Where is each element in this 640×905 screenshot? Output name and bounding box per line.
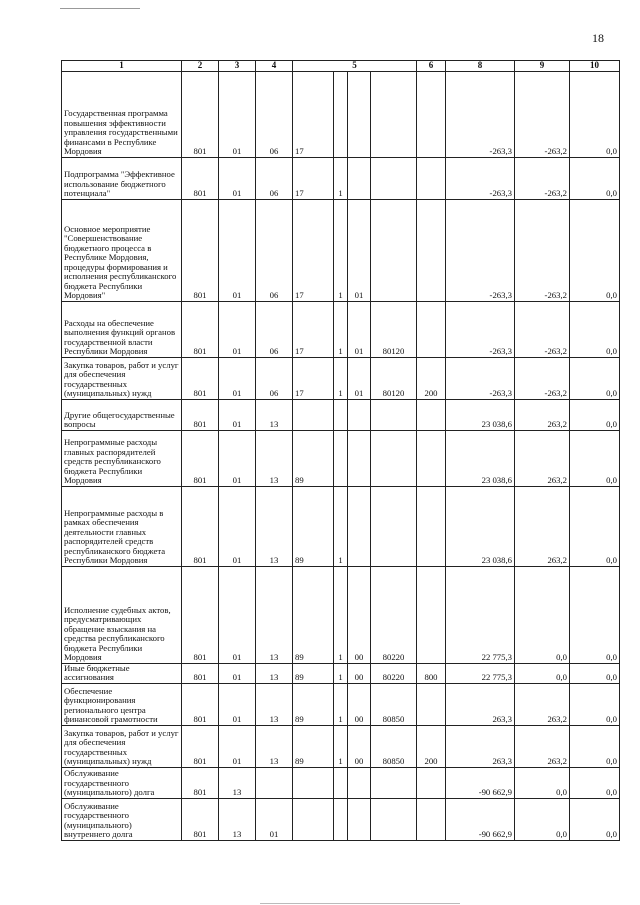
amount-col-9: 263,2	[515, 683, 570, 725]
amount-col-10: 0,0	[570, 301, 620, 357]
code-col-4: 13	[256, 683, 293, 725]
code-col-3: 01	[219, 663, 256, 683]
row-name: Обслуживание государственного (муниципального) внутреннего долга	[62, 798, 182, 840]
code-col-5-program: 89	[293, 566, 334, 663]
code-col-5-event	[348, 71, 371, 157]
amount-col-9: 263,2	[515, 430, 570, 486]
code-col-3: 01	[219, 199, 256, 301]
bottom-scan-line	[260, 903, 460, 904]
amount-col-8: -90 662,9	[446, 798, 515, 840]
row-name: Непрограммные расходы в рамках обеспечения деятельности главных распорядителей средств республиканского бюджета Республики Мордовия	[62, 486, 182, 566]
code-col-5-event	[348, 798, 371, 840]
table-row	[62, 767, 620, 798]
code-col-5-subprogram	[334, 71, 348, 157]
amount-col-10: 0,0	[570, 486, 620, 566]
code-col-3: 13	[219, 798, 256, 840]
amount-col-9: -263,2	[515, 199, 570, 301]
code-col-5-direction: 80120	[371, 301, 417, 357]
col-header-6: 6	[417, 61, 446, 72]
code-col-4: 06	[256, 199, 293, 301]
amount-col-8: -263,3	[446, 157, 515, 199]
code-col-6	[417, 399, 446, 430]
amount-col-9: 0,0	[515, 566, 570, 663]
code-col-5-direction: 80850	[371, 683, 417, 725]
table-row	[62, 566, 620, 663]
row-name: Непрограммные расходы главных распорядителей средств республиканского бюджета Республики Мордовия	[62, 430, 182, 486]
code-col-4: 06	[256, 357, 293, 399]
amount-col-8: -90 662,9	[446, 767, 515, 798]
code-col-3: 01	[219, 71, 256, 157]
code-col-5-event	[348, 767, 371, 798]
code-col-2: 801	[182, 725, 219, 767]
amount-col-9: -263,2	[515, 71, 570, 157]
code-col-5-program: 89	[293, 430, 334, 486]
col-header-5: 5	[293, 61, 417, 72]
amount-col-8: -263,3	[446, 301, 515, 357]
code-col-2: 801	[182, 798, 219, 840]
code-col-3: 01	[219, 430, 256, 486]
amount-col-9: -263,2	[515, 357, 570, 399]
amount-col-8: 22 775,3	[446, 566, 515, 663]
code-col-5-subprogram: 1	[334, 725, 348, 767]
amount-col-8: 23 038,6	[446, 430, 515, 486]
code-col-2: 801	[182, 199, 219, 301]
amount-col-9: 0,0	[515, 663, 570, 683]
code-col-5-subprogram: 1	[334, 663, 348, 683]
code-col-6	[417, 767, 446, 798]
code-col-6	[417, 199, 446, 301]
amount-col-10: 0,0	[570, 199, 620, 301]
code-col-5-subprogram	[334, 430, 348, 486]
code-col-2: 801	[182, 301, 219, 357]
code-col-6	[417, 430, 446, 486]
code-col-5-program	[293, 399, 334, 430]
code-col-5-event: 00	[348, 663, 371, 683]
amount-col-10: 0,0	[570, 566, 620, 663]
code-col-6: 200	[417, 357, 446, 399]
code-col-4: 13	[256, 430, 293, 486]
code-col-2: 801	[182, 767, 219, 798]
table-row	[62, 301, 620, 357]
code-col-2: 801	[182, 486, 219, 566]
code-col-5-event: 01	[348, 199, 371, 301]
code-col-4: 13	[256, 399, 293, 430]
amount-col-10: 0,0	[570, 430, 620, 486]
amount-col-10: 0,0	[570, 399, 620, 430]
code-col-6: 800	[417, 663, 446, 683]
row-name: Государственная программа повышения эффективности управления государственными финансами в Республике Мордовия	[62, 71, 182, 157]
amount-col-10: 0,0	[570, 357, 620, 399]
amount-col-10: 0,0	[570, 71, 620, 157]
table-row	[62, 157, 620, 199]
header-row	[62, 61, 620, 72]
amount-col-8: 263,3	[446, 683, 515, 725]
code-col-5-event	[348, 486, 371, 566]
code-col-6	[417, 566, 446, 663]
code-col-5-subprogram: 1	[334, 566, 348, 663]
code-col-5-subprogram: 1	[334, 157, 348, 199]
code-col-6	[417, 71, 446, 157]
row-name: Закупка товаров, работ и услуг для обеспечения государственных (муниципальных) нужд	[62, 725, 182, 767]
code-col-5-event: 00	[348, 683, 371, 725]
code-col-2: 801	[182, 430, 219, 486]
code-col-6	[417, 798, 446, 840]
row-name: Другие общегосударственные вопросы	[62, 399, 182, 430]
code-col-5-direction: 80220	[371, 663, 417, 683]
code-col-3: 01	[219, 725, 256, 767]
code-col-6	[417, 486, 446, 566]
row-name: Основное мероприятие "Совершенствование бюджетного процесса в Республике Мордовия, процедуры формирования и исполнения республиканского бюджета Республики Мордовия"	[62, 199, 182, 301]
code-col-2: 801	[182, 663, 219, 683]
amount-col-10: 0,0	[570, 663, 620, 683]
amount-col-8: 263,3	[446, 725, 515, 767]
code-col-2: 801	[182, 399, 219, 430]
table-row	[62, 199, 620, 301]
code-col-5-direction: 80220	[371, 566, 417, 663]
table-row	[62, 430, 620, 486]
code-col-4: 13	[256, 566, 293, 663]
table-row	[62, 357, 620, 399]
code-col-5-subprogram	[334, 399, 348, 430]
table-row	[62, 71, 620, 157]
code-col-6: 200	[417, 725, 446, 767]
page-number: 18	[592, 31, 604, 45]
code-col-3: 01	[219, 566, 256, 663]
col-header-10: 10	[570, 61, 620, 72]
code-col-5-direction	[371, 486, 417, 566]
code-col-5-subprogram: 1	[334, 683, 348, 725]
amount-col-8: -263,3	[446, 199, 515, 301]
code-col-5-subprogram: 1	[334, 199, 348, 301]
col-header-2: 2	[182, 61, 219, 72]
code-col-3: 01	[219, 399, 256, 430]
code-col-5-program: 17	[293, 157, 334, 199]
table-row	[62, 725, 620, 767]
code-col-5-direction	[371, 399, 417, 430]
table-row	[62, 683, 620, 725]
amount-col-9: -263,2	[515, 157, 570, 199]
code-col-5-event	[348, 399, 371, 430]
code-col-5-subprogram	[334, 767, 348, 798]
top-scan-line	[60, 8, 140, 9]
table-row	[62, 663, 620, 683]
code-col-5-subprogram: 1	[334, 301, 348, 357]
row-name: Закупка товаров, работ и услуг для обеспечения государственных (муниципальных) нужд	[62, 357, 182, 399]
code-col-4: 01	[256, 798, 293, 840]
code-col-5-event	[348, 157, 371, 199]
code-col-5-direction	[371, 71, 417, 157]
code-col-3: 13	[219, 767, 256, 798]
amount-col-9: 0,0	[515, 798, 570, 840]
code-col-5-subprogram: 1	[334, 357, 348, 399]
code-col-5-event: 01	[348, 357, 371, 399]
amount-col-8: -263,3	[446, 71, 515, 157]
code-col-6	[417, 301, 446, 357]
amount-col-10: 0,0	[570, 725, 620, 767]
code-col-6	[417, 683, 446, 725]
table-row	[62, 798, 620, 840]
table-row	[62, 486, 620, 566]
code-col-5-event: 01	[348, 301, 371, 357]
code-col-6	[417, 157, 446, 199]
col-header-3: 3	[219, 61, 256, 72]
amount-col-9: 0,0	[515, 767, 570, 798]
row-name: Подпрограмма "Эффективное использование бюджетного потенциала"	[62, 157, 182, 199]
code-col-5-program: 89	[293, 486, 334, 566]
code-col-5-direction	[371, 430, 417, 486]
code-col-3: 01	[219, 357, 256, 399]
row-name: Обеспечение функционирования регионального центра финансовой грамотности	[62, 683, 182, 725]
code-col-5-subprogram	[334, 798, 348, 840]
code-col-4: 13	[256, 486, 293, 566]
code-col-2: 801	[182, 71, 219, 157]
amount-col-8: -263,3	[446, 357, 515, 399]
amount-col-9: -263,2	[515, 301, 570, 357]
table-row	[62, 399, 620, 430]
col-header-1: 1	[62, 61, 182, 72]
row-name: Расходы на обеспечение выполнения функций органов государственной власти Республики Мордовия	[62, 301, 182, 357]
code-col-5-direction	[371, 157, 417, 199]
code-col-5-direction: 80850	[371, 725, 417, 767]
col-header-9: 9	[515, 61, 570, 72]
row-name: Иные бюджетные ассигнования	[62, 663, 182, 683]
amount-col-10: 0,0	[570, 798, 620, 840]
code-col-4	[256, 767, 293, 798]
code-col-5-program: 89	[293, 663, 334, 683]
code-col-5-direction: 80120	[371, 357, 417, 399]
code-col-5-direction	[371, 767, 417, 798]
code-col-5-program: 89	[293, 683, 334, 725]
code-col-5-program: 17	[293, 301, 334, 357]
amount-col-10: 0,0	[570, 157, 620, 199]
col-header-4: 4	[256, 61, 293, 72]
amount-col-9: 263,2	[515, 725, 570, 767]
amount-col-10: 0,0	[570, 767, 620, 798]
code-col-4: 06	[256, 301, 293, 357]
code-col-5-direction	[371, 798, 417, 840]
amount-col-10: 0,0	[570, 683, 620, 725]
code-col-5-program	[293, 798, 334, 840]
code-col-5-direction	[371, 199, 417, 301]
code-col-4: 13	[256, 725, 293, 767]
code-col-5-program	[293, 767, 334, 798]
code-col-5-event: 00	[348, 566, 371, 663]
amount-col-8: 22 775,3	[446, 663, 515, 683]
amount-col-8: 23 038,6	[446, 399, 515, 430]
code-col-2: 801	[182, 566, 219, 663]
code-col-2: 801	[182, 157, 219, 199]
code-col-5-program: 17	[293, 199, 334, 301]
code-col-4: 13	[256, 663, 293, 683]
code-col-5-event	[348, 430, 371, 486]
code-col-2: 801	[182, 357, 219, 399]
amount-col-9: 263,2	[515, 399, 570, 430]
code-col-2: 801	[182, 683, 219, 725]
code-col-5-program: 17	[293, 357, 334, 399]
row-name: Обслуживание государственного (муниципального) долга	[62, 767, 182, 798]
row-name: Исполнение судебных актов, предусматривающих обращение взыскания на средства республиканского бюджета Республики Мордовия	[62, 566, 182, 663]
code-col-4: 06	[256, 71, 293, 157]
code-col-5-subprogram: 1	[334, 486, 348, 566]
code-col-3: 01	[219, 301, 256, 357]
code-col-5-program: 17	[293, 71, 334, 157]
code-col-3: 01	[219, 157, 256, 199]
code-col-3: 01	[219, 683, 256, 725]
code-col-3: 01	[219, 486, 256, 566]
amount-col-8: 23 038,6	[446, 486, 515, 566]
table-body	[62, 71, 620, 840]
code-col-5-program: 89	[293, 725, 334, 767]
col-header-8: 8	[446, 61, 515, 72]
budget-table	[61, 60, 620, 841]
amount-col-9: 263,2	[515, 486, 570, 566]
code-col-5-event: 00	[348, 725, 371, 767]
code-col-4: 06	[256, 157, 293, 199]
